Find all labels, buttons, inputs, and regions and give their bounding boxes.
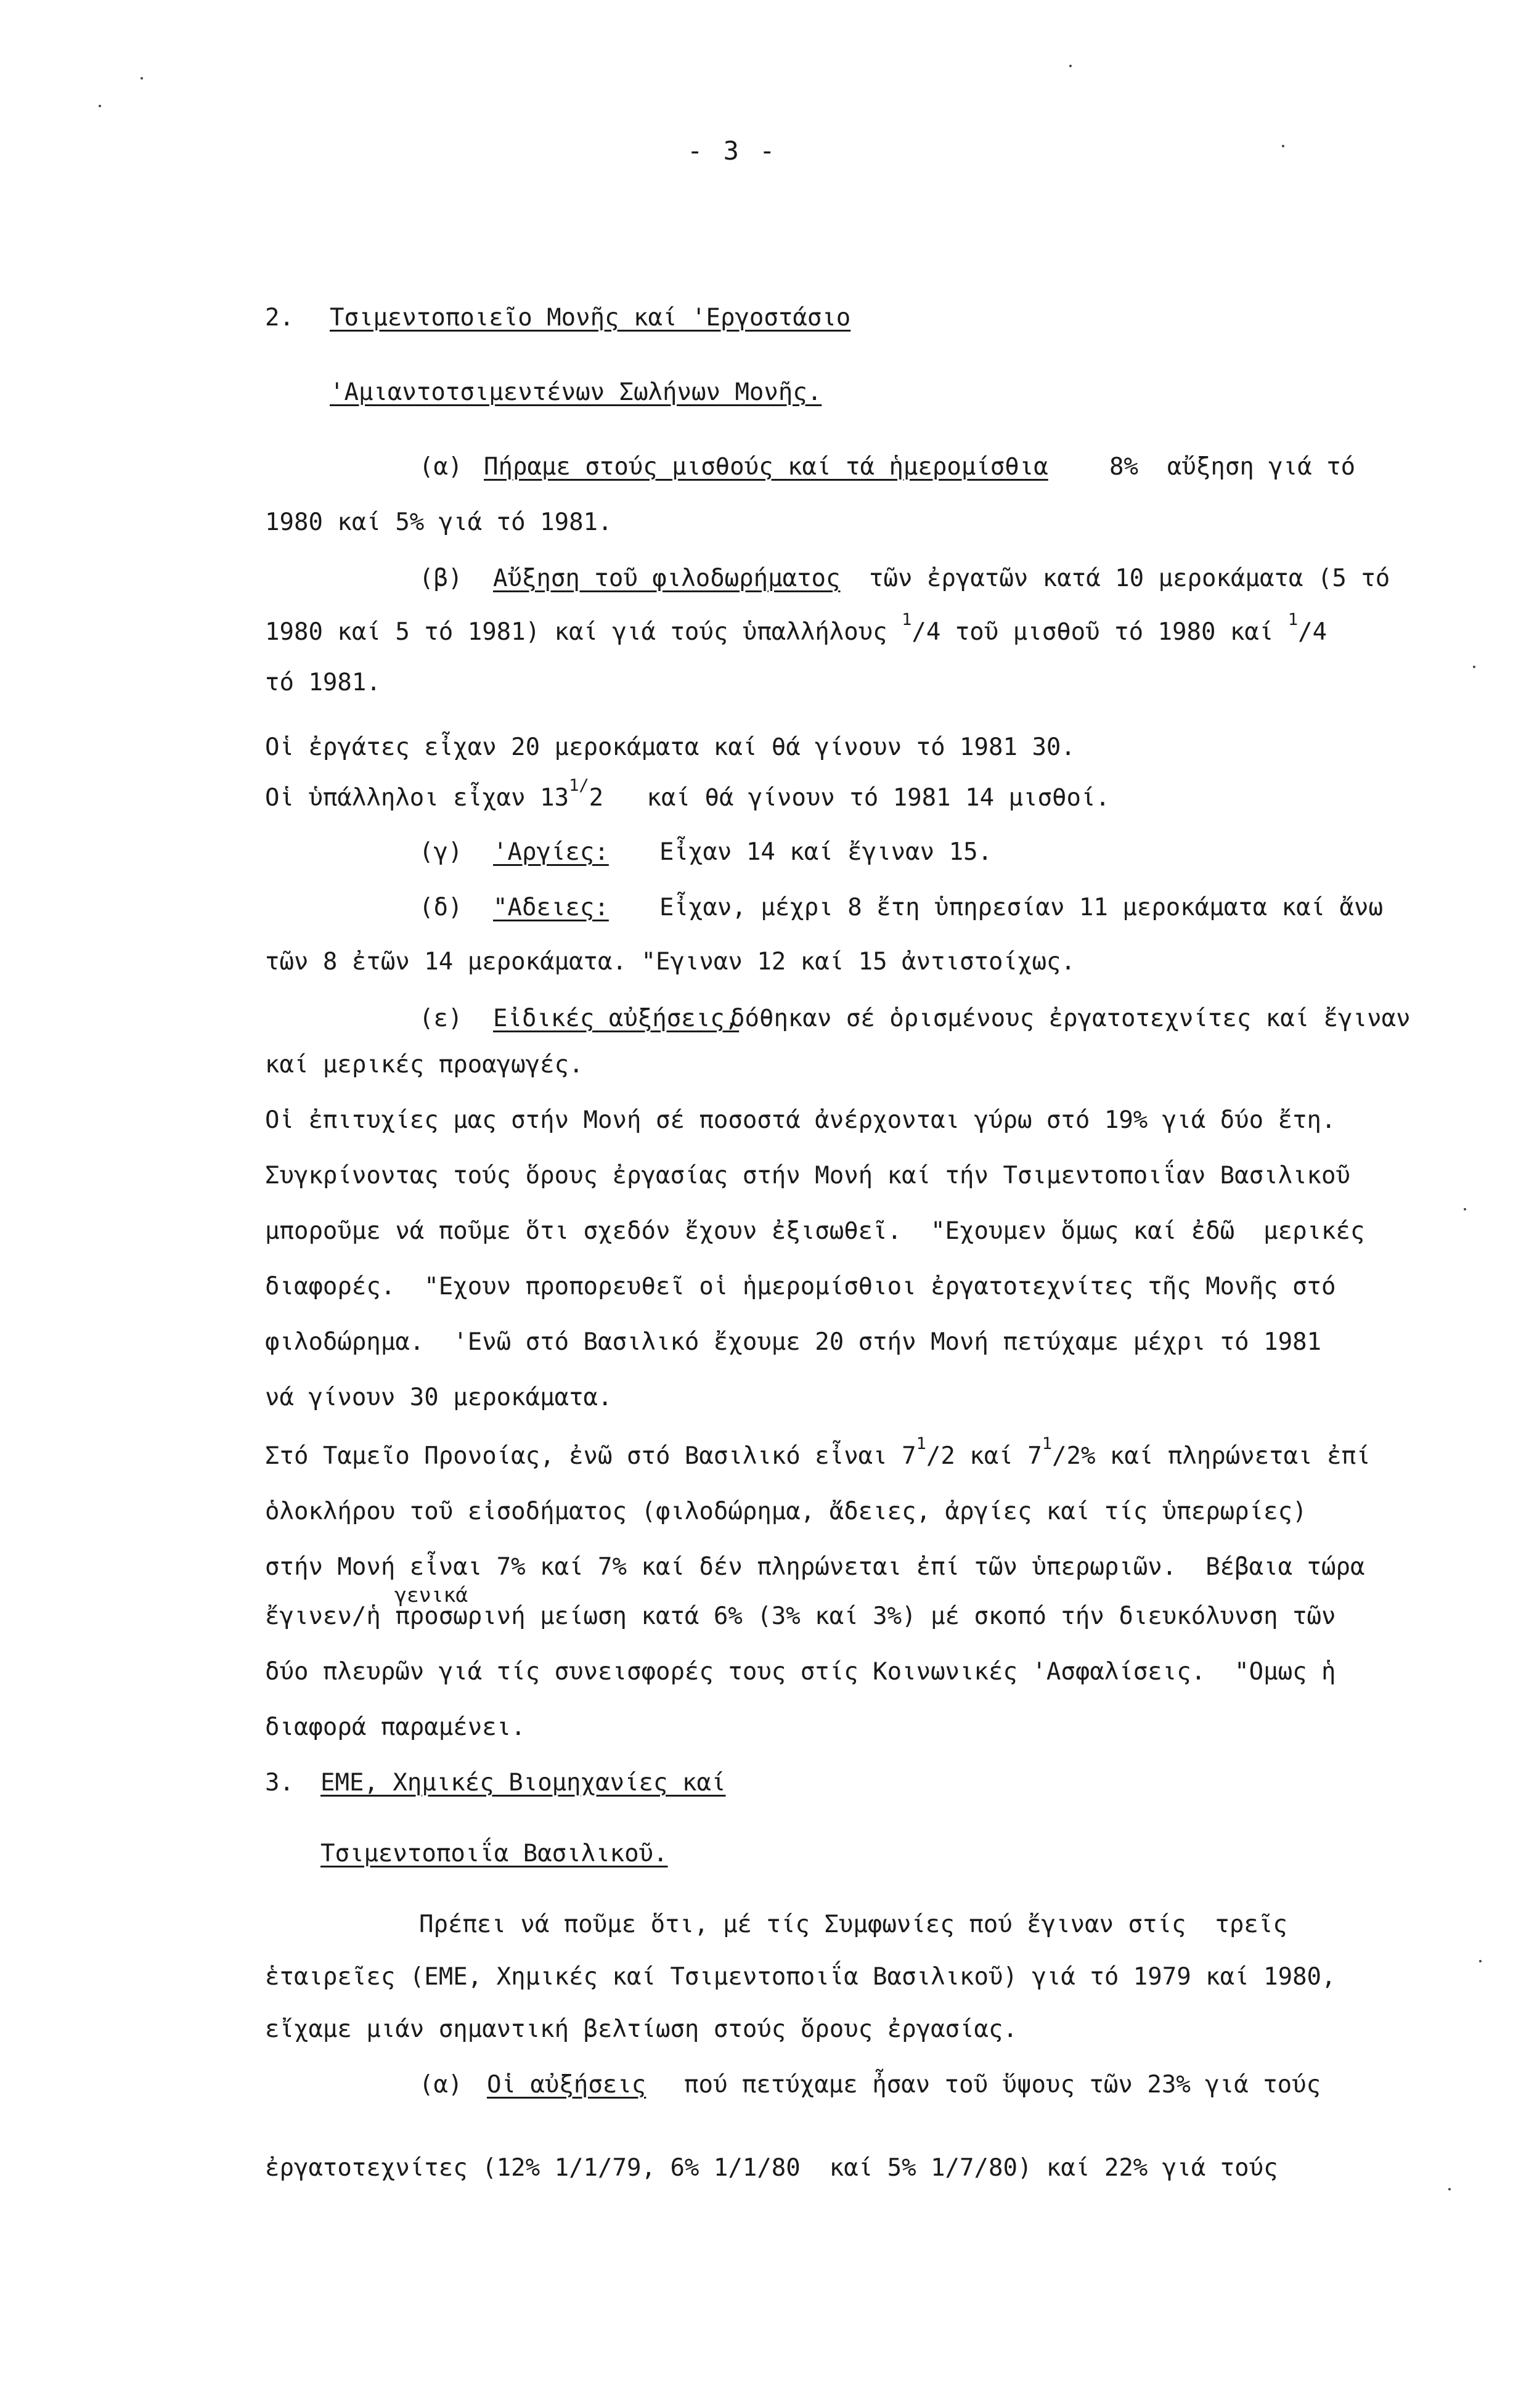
- para2-line5: δύο πλευρῶν γιά τίς συνεισφορές τους στίς Κοινωνικές 'Ασφαλίσεις. "Ομως ἡ: [265, 1658, 1336, 1686]
- employees-fraction-sup: 1/: [569, 776, 589, 795]
- para1-line: διαφορές. "Εχουν προπορευθεῖ οἱ ἡμερομίσθιοι ἐργατοτεχνίτες τῆς Μονῆς στό: [265, 1273, 1336, 1300]
- item-b-fraction-sup2: 1: [1287, 610, 1299, 629]
- para2-fraction-sup2: 1: [1042, 1434, 1052, 1453]
- item3a-label: (α): [419, 2071, 463, 2099]
- para1-line: φιλοδώρημα. 'Ενῶ στό Βασιλικό ἔχουμε 20 στήν Μονή πετύχαμε μέχρι τό 1981: [265, 1328, 1322, 1356]
- scan-speck: [1069, 65, 1072, 67]
- item-b-line2-c: /4: [1298, 618, 1327, 646]
- item-e-underlined: Εἰδικές αὐξήσεις,: [493, 1005, 740, 1032]
- para1-line: Συγκρίνοντας τούς ὅρους ἐργασίας στήν Μονή καί τήν Τσιμεντοποιΐαν Βασιλικοῦ: [265, 1162, 1350, 1190]
- para2-l1-a: Στό Ταμεῖο Προνοίας, ἐνῶ στό Βασιλικό εἶναι 7: [265, 1442, 916, 1470]
- item-a-continuation: 1980 καί 5% γιά τό 1981.: [265, 508, 613, 536]
- para1-line: μποροῦμε νά ποῦμε ὅτι σχεδόν ἔχουν ἐξισωθεῖ. "Εχουμεν ὅμως καί ἐδῶ μερικές: [265, 1217, 1365, 1245]
- section-2-number: 2.: [265, 304, 294, 332]
- page-number: - 3 -: [687, 136, 778, 166]
- item-b-line2-b: /4 τοῦ μισθοῦ τό 1980 καί: [911, 618, 1274, 646]
- employees-c: καί θά γίνουν τό 1981 14 μισθοί.: [646, 784, 1110, 812]
- item-a-rest: 8% αὔξηση γιά τό: [1109, 453, 1356, 481]
- para3-line: Πρέπει νά ποῦμε ὅτι, μέ τίς Συμφωνίες πού ἔγιναν στίς τρεῖς: [419, 1911, 1287, 1938]
- scan-speck: [1448, 2188, 1451, 2190]
- item-d-continuation: τῶν 8 ἐτῶν 14 μεροκάματα. "Εγιναν 12 καί 15 ἀντιστοίχως.: [265, 948, 1075, 976]
- item-b-line2-a: 1980 καί 5 τό 1981) καί γιά τούς ὑπαλλήλους: [265, 618, 887, 646]
- item-a-underlined: Πήραμε στούς μισθούς καί τά ἡμερομίσθια: [484, 453, 1048, 481]
- item-d-text: Εἶχαν, μέχρι 8 ἔτη ὑπηρεσίαν 11 μεροκάματα καί ἄνω: [659, 894, 1383, 921]
- scan-speck: [141, 77, 143, 80]
- item-d-label: (δ): [419, 894, 463, 921]
- scan-speck: [1282, 145, 1284, 147]
- para2-line4: ἔγινεν/ἡ προσωρινή μείωση κατά 6% (3% καί 3%) μέ σκοπό τήν διευκόλυνση τῶν: [265, 1602, 1336, 1630]
- para2-l1-c: /2% καί πληρώνεται ἐπί: [1051, 1442, 1371, 1470]
- item3a-text: πού πετύχαμε ἦσαν τοῦ ὕψους τῶν 23% γιά τούς: [684, 2071, 1321, 2099]
- item-a-label: (α): [419, 453, 463, 481]
- item-c-text: Εἶχαν 14 καί ἔγιναν 15.: [659, 838, 993, 866]
- item-d-underlined: "Αδειες:: [493, 894, 609, 921]
- para2-handwritten-insert: γενικά: [394, 1583, 468, 1607]
- item-b-line2: [265, 610, 1327, 649]
- para3-line: εἴχαμε μιάν σημαντική βελτίωση στούς ὅρους ἐργασίας.: [265, 2015, 1018, 2043]
- para2-line3: στήν Μονή εἶναι 7% καί 7% καί δέν πληρώνεται ἐπί τῶν ὑπερωριῶν. Βέβαια τώρα: [265, 1553, 1365, 1581]
- scan-speck: [1464, 1208, 1466, 1210]
- section-3-number: 3.: [265, 1769, 294, 1797]
- section-3-heading-line2: Τσιμεντοποιΐα Βασιλικοῦ.: [320, 1840, 668, 1867]
- item-b-rest: τῶν ἐργατῶν κατά 10 μεροκάματα (5 τό: [869, 565, 1390, 592]
- section-2-heading-line1: Τσιμεντοποιεῖο Μονῆς καί 'Εργοστάσιο: [330, 304, 851, 332]
- section-3-heading-line1: ΕΜΕ, Χημικές Βιομηχανίες καί: [320, 1769, 726, 1797]
- item-c-underlined: 'Αργίες:: [493, 838, 609, 866]
- section-2-heading-line2: 'Αμιαντοτσιμεντένων Σωλήνων Μονῆς.: [330, 378, 822, 406]
- para3-line: ἑταιρεῖες (ΕΜΕ, Χημικές καί Τσιμεντοποιΐα Βασιλικοῦ) γιά τό 1979 καί 1980,: [265, 1963, 1336, 1991]
- para2-fraction-sup1: 1: [916, 1434, 926, 1453]
- para1-line: Οἱ ἐπιτυχίες μας στήν Μονή σέ ποσοστά ἀνέρχονται γύρω στό 19% γιά δύο ἔτη.: [265, 1106, 1336, 1134]
- item-b-line3: τό 1981.: [265, 669, 381, 696]
- para2-l1-b: /2 καί 7: [926, 1442, 1042, 1470]
- employees-a: Οἱ ὑπάλληλοι εἶχαν 13: [265, 784, 569, 812]
- scan-speck: [1479, 1960, 1482, 1962]
- item3a-underlined: Οἱ αὐξήσεις: [487, 2071, 646, 2099]
- item-e-continuation: καί μερικές προαγωγές.: [265, 1051, 584, 1079]
- item-e-label: (ε): [419, 1005, 463, 1032]
- item3a-continuation: ἐργατοτεχνίτες (12% 1/1/79, 6% 1/1/80 καί 5% 1/7/80) καί 22% γιά τούς: [265, 2154, 1278, 2182]
- item-e-text: δόθηκαν σέ ὁρισμένους ἐργατοτεχνίτες καί ἔγιναν: [730, 1005, 1411, 1032]
- item-b-underlined: Αὔξηση τοῦ φιλοδωρήματος: [493, 565, 841, 592]
- employees-b: 2: [589, 784, 604, 812]
- employees-line: [265, 776, 1110, 815]
- scan-speck: [99, 105, 101, 107]
- item-c-label: (γ): [419, 838, 463, 866]
- para2-line6: διαφορά παραμένει.: [265, 1713, 526, 1741]
- item-b-fraction-sup1: 1: [902, 610, 912, 629]
- workers-line: Οἱ ἐργάτες εἶχαν 20 μεροκάματα καί θά γίνουν τό 1981 30.: [265, 733, 1075, 761]
- item-b-label: (β): [419, 565, 463, 592]
- scan-speck: [1473, 666, 1475, 668]
- para1-line: νά γίνουν 30 μεροκάματα.: [265, 1384, 613, 1411]
- para2-line1: [265, 1434, 1371, 1473]
- para2-line2: ὁλοκλήρου τοῦ εἰσοδήματος (φιλοδώρημα, ἄδειες, ἀργίες καί τίς ὑπερωρίες): [265, 1498, 1307, 1525]
